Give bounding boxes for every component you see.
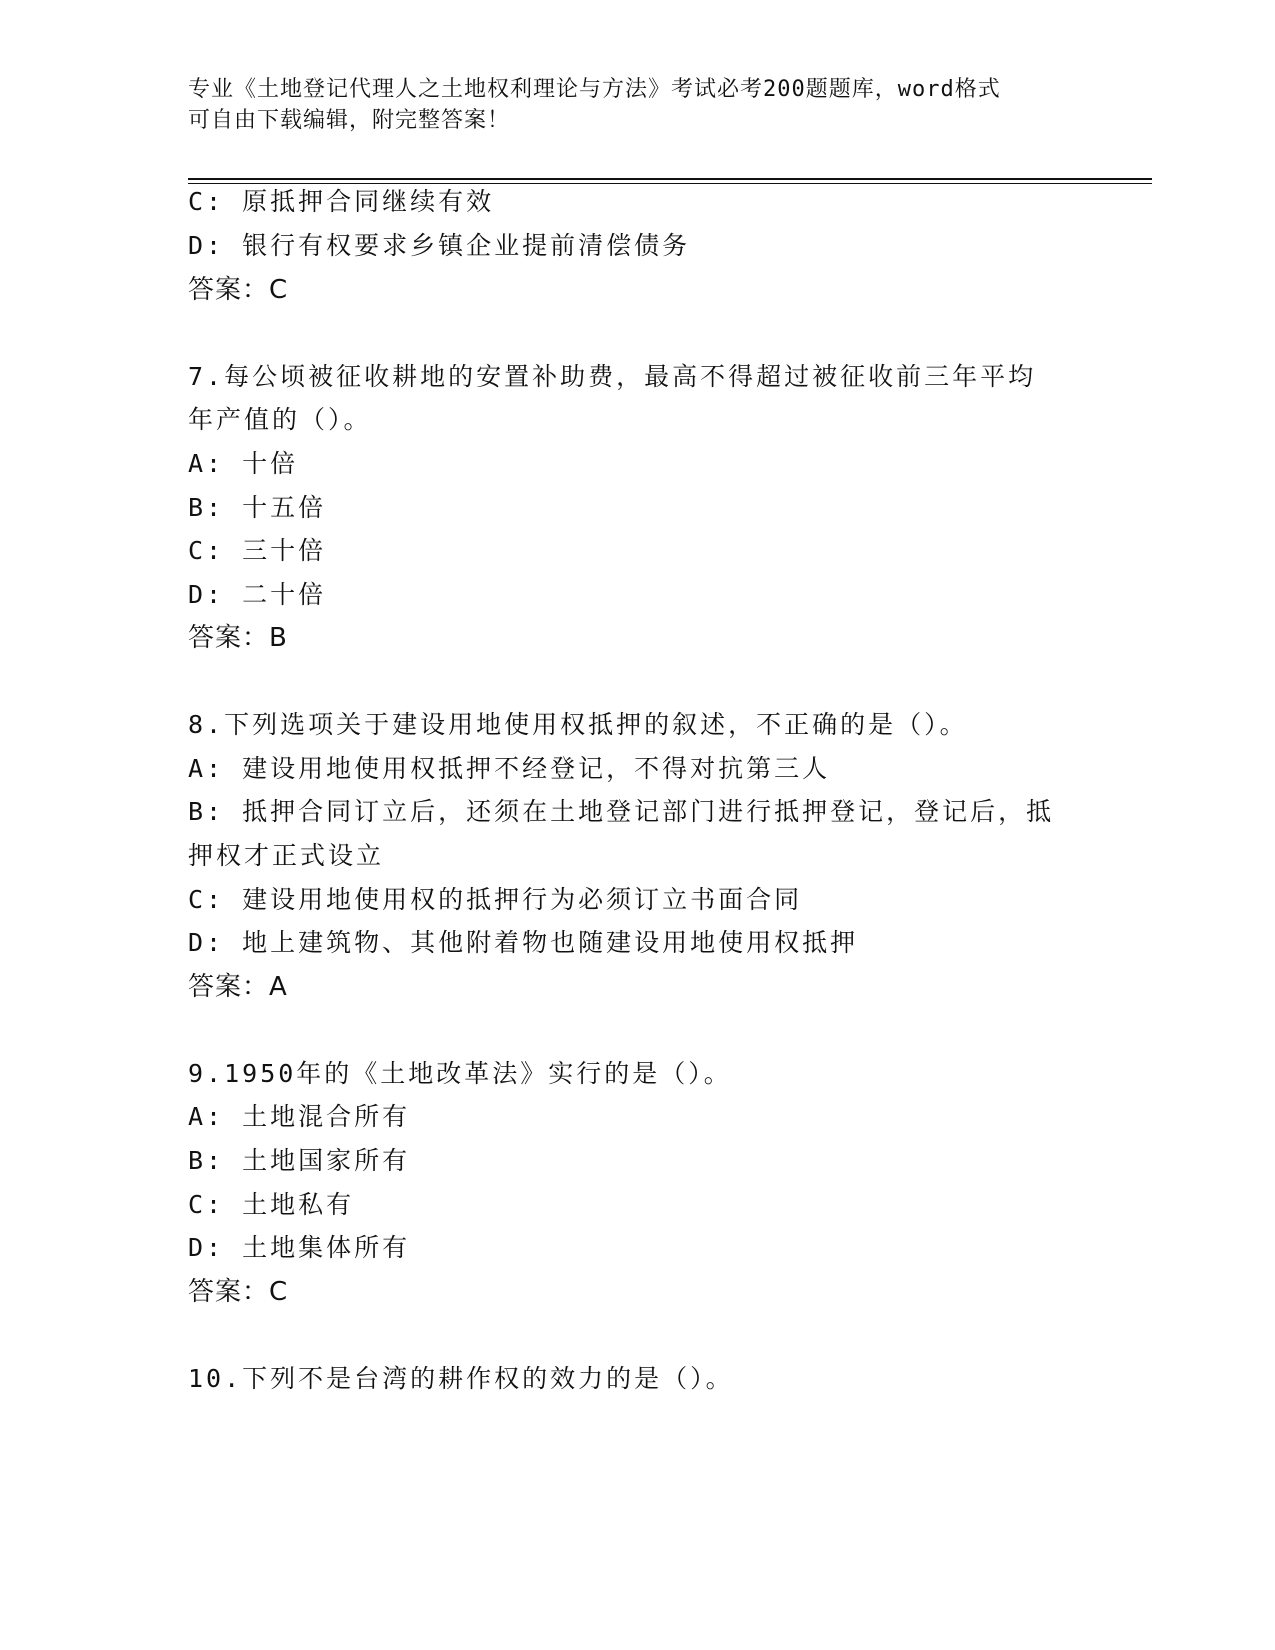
- header-line-1: 专业《土地登记代理人之土地权利理论与方法》考试必考200题题库，word格式: [188, 77, 1001, 102]
- q8-stem: 8.下列选项关于建设用地使用权抵押的叙述，不正确的是（）。: [188, 710, 968, 739]
- q10-stem: 10.下列不是台湾的耕作权的效力的是（）。: [188, 1364, 734, 1393]
- q7-option-c: C: 三十倍: [188, 536, 327, 565]
- q7-answer: 答案：B: [188, 623, 288, 653]
- q6-option-d: D: 银行有权要求乡镇企业提前清偿债务: [188, 231, 691, 260]
- q9-option-c: C: 土地私有: [188, 1190, 355, 1219]
- q8-option-a: A: 建设用地使用权抵押不经登记，不得对抗第三人: [188, 754, 831, 783]
- q9-option-a: A: 土地混合所有: [188, 1102, 411, 1131]
- q7-option-d: D: 二十倍: [188, 580, 327, 609]
- q6-option-c: C: 原抵押合同继续有效: [188, 187, 495, 216]
- q8-option-c: C: 建设用地使用权的抵押行为必须订立书面合同: [188, 885, 803, 914]
- header-rule-thick: [188, 178, 1152, 180]
- q9-option-d: D: 土地集体所有: [188, 1233, 411, 1262]
- q9-stem: 9.1950年的《土地改革法》实行的是（）。: [188, 1059, 732, 1088]
- q8-option-b-line-1: B: 抵押合同订立后，还须在土地登记部门进行抵押登记，登记后，抵: [188, 797, 1055, 826]
- q7-stem-line-2: 年产值的（）。: [188, 405, 372, 434]
- q7-option-b: B: 十五倍: [188, 493, 327, 522]
- q8-option-d: D: 地上建筑物、其他附着物也随建设用地使用权抵押: [188, 928, 859, 957]
- header-line-2: 可自由下载编辑，附完整答案！: [188, 108, 511, 133]
- q7-stem-line-1: 7.每公顷被征收耕地的安置补助费，最高不得超过被征收前三年平均: [188, 362, 1037, 391]
- document-header: [188, 74, 1088, 136]
- header-rule-thin: [188, 183, 1152, 184]
- q9-option-b: B: 土地国家所有: [188, 1146, 411, 1175]
- q9-answer: 答案：C: [188, 1277, 289, 1307]
- q8-answer: 答案：A: [188, 972, 288, 1002]
- q6-answer: 答案：C: [188, 275, 289, 305]
- q8-option-b-line-2: 押权才正式设立: [188, 841, 385, 870]
- q7-option-a: A: 十倍: [188, 449, 299, 478]
